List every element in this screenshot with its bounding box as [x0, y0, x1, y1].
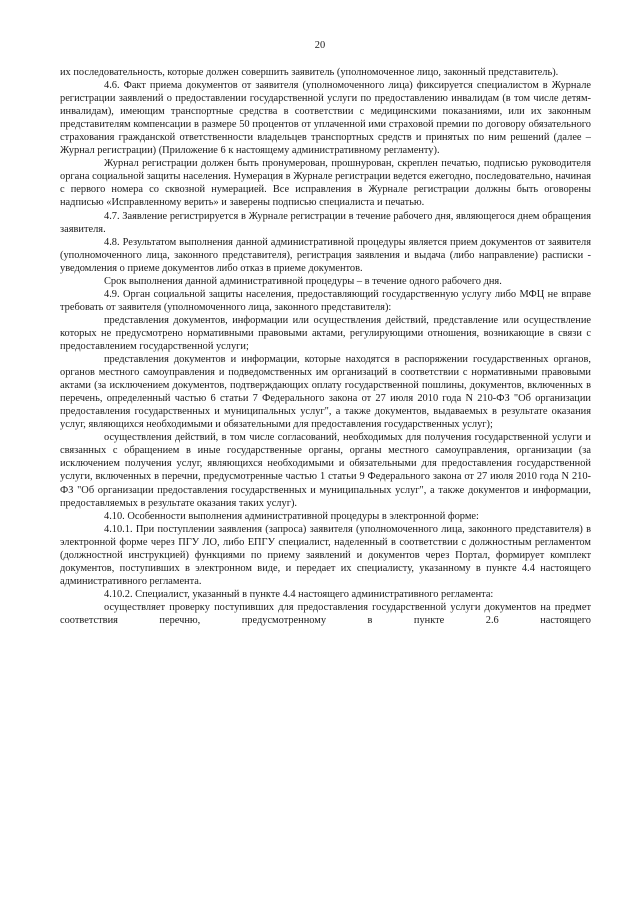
paragraph: представления документов, информации или осуществления действий, представление или осуществление которых не предусмотрено нормативными правовыми актами, регулирующими отношения, возникающие в связи с предоставлением государственной услуги; — [60, 314, 591, 352]
paragraph: осуществляет проверку поступивших для предоставления государственной услуги документов на предмет соответствия перечню, предусмотренному в пункте 2.6 настоящего — [60, 601, 591, 626]
paragraph: 4.10. Особенности выполнения административной процедуры в электронной форме: — [104, 510, 479, 522]
paragraph: осуществления действий, в том числе согласований, необходимых для получения государственной услуги и связанных с обращением в иные государственные органы, органы местного самоуправления, организации (за исключением получения услуг, являющихся необходимыми и обязательными для предоставления государственной услуги, включенных в перечни, предусмотренные частью 1 статьи 9 Федерального закона от 27 июля 2010 года N 210-ФЗ "Об организации предоставления государственных и муниципальных услуг", а также документов и информации, предоставляемых в результате оказания таких услуг). — [60, 432, 591, 509]
paragraph: 4.6. Факт приема документов от заявителя (уполномоченного лица) фиксируется специалистом в Журнале регистрации заявлений о предоставлении государственной услуги по предоставлению инвалидам (в том числе детям-инвалидам), имеющим транспортные средства в соответствии с медицинскими показаниями, или их законным представителям компенсации в размере 50 процентов от уплаченной ими страховой премии по договору обязательного страхования гражданской ответственности владельцев транспортных средств и принятых по ним решений (далее – Журнал регистрации) (Приложение 6 к настоящему административному регламенту). — [60, 80, 591, 157]
document-body — [60, 66, 591, 627]
paragraph: Срок выполнения данной административной процедуры – в течение одного рабочего дня. — [104, 275, 502, 287]
paragraph: Журнал регистрации должен быть пронумерован, прошнурован, скреплен печатью, подписью руководителя органа социальной защиты населения. Нумерация в Журнале регистрации ведется ежегодно, последовательно, начиная с первого номера со сквозной нумерацией. Все исправления в Журнале регистрации должны быть оговорены надписью «Исправленному верить» и заверены подписью специалиста и печатью. — [60, 158, 591, 209]
paragraph: 4.7. Заявление регистрируется в Журнале регистрации в течение рабочего дня, являющегося днем обращения заявителя. — [60, 210, 591, 235]
paragraph: их последовательность, которые должен совершить заявитель (уполномоченное лицо, законный представитель). — [60, 67, 559, 78]
paragraph: 4.10.2. Специалист, указанный в пункте 4.4 настоящего административного регламента: — [104, 588, 494, 600]
page-number: 20 — [314, 40, 326, 51]
paragraph: 4.9. Орган социальной защиты населения, предоставляющий государственную услугу либо МФЦ не вправе требовать от заявителя (уполномоченного лица, законного представителя): — [60, 288, 591, 313]
paragraph: 4.10.1. При поступлении заявления (запроса) заявителя (уполномоченного лица, законного представителя) в электронной форме через ПГУ ЛО, либо ЕПГУ специалист, наделенный в соответствии с должностным регламентом (должностной инструкцией) функциями по приему заявлений и документов через Портал, формирует комплект документов, поступивших в электронном виде, и передает их специалисту, указанному в пункте 4.4 настоящего административного регламента. — [60, 523, 591, 587]
paragraph: 4.8. Результатом выполнения данной административной процедуры является прием документов от заявителя (уполномоченного лица, законного представителя), регистрация заявления и выдача (либо направление) расписки - уведомления о приеме документов либо отказ в приеме документов. — [60, 236, 591, 274]
paragraph: представления документов и информации, которые находятся в распоряжении государственных органов, органов местного самоуправления и подведомственных им организаций в соответствии с нормативными правовыми актами (за исключением документов, подтверждающих оплату государственной пошлины, документов, включенных в перечень, определенный частью 6 статьи 7 Федерального закона от 27 июля 2010 года N 210-ФЗ "Об организации предоставления государственных и муниципальных услуг", а также документов, выдаваемых в результате оказания услуг, являющихся необходимыми и обязательными для предоставления государственных услуг); — [60, 354, 591, 431]
